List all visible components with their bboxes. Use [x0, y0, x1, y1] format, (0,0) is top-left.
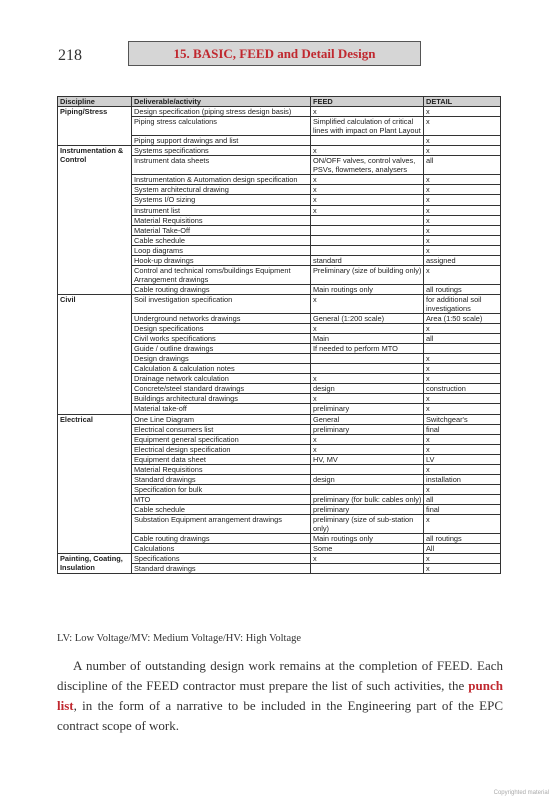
deliverable-cell: Civil works specifications — [132, 334, 311, 344]
detail-cell: x — [424, 364, 501, 374]
discipline-cell: Instrumentation & Control — [58, 146, 132, 295]
detail-cell: x — [424, 265, 501, 284]
feed-cell: x — [311, 175, 424, 185]
detail-cell: x — [424, 394, 501, 404]
feed-cell: ON/OFF valves, control valves, PSVs, flowmeters, analysers — [311, 156, 424, 175]
detail-cell: x — [424, 444, 501, 454]
feed-cell: x — [311, 444, 424, 454]
detail-cell: x — [424, 404, 501, 414]
detail-cell: All — [424, 544, 501, 554]
detail-cell: x — [424, 324, 501, 334]
body-paragraph — [57, 656, 503, 736]
deliverable-cell: Instrumentation & Automation design specification — [132, 175, 311, 185]
detail-cell: x — [424, 185, 501, 195]
voltage-legend: LV: Low Voltage/MV: Medium Voltage/HV: High Voltage — [57, 633, 302, 644]
detail-cell: x — [424, 107, 501, 117]
deliverable-cell: Design specification (piping stress design basis) — [132, 107, 311, 117]
feed-cell: x — [311, 324, 424, 334]
feed-cell: x — [311, 294, 424, 313]
deliverable-cell: Electrical design specification — [132, 444, 311, 454]
design-deliverables-table — [57, 96, 501, 574]
deliverable-cell: Equipment data sheet — [132, 454, 311, 464]
detail-cell: x — [424, 117, 501, 136]
feed-cell: x — [311, 185, 424, 195]
deliverable-cell: Guide / outline drawings — [132, 344, 311, 354]
deliverable-cell: Standard drawings — [132, 564, 311, 574]
detail-cell: for additional soil investigations — [424, 294, 501, 313]
feed-cell: preliminary (for bulk: cables only) — [311, 494, 424, 504]
feed-cell: preliminary — [311, 424, 424, 434]
detail-cell: all routings — [424, 534, 501, 544]
table-row — [58, 146, 501, 156]
feed-cell: Preliminary (size of building only) — [311, 265, 424, 284]
feed-cell: x — [311, 374, 424, 384]
feed-cell: x — [311, 434, 424, 444]
detail-cell: all — [424, 494, 501, 504]
detail-cell: x — [424, 225, 501, 235]
table-header-row — [58, 97, 501, 107]
feed-cell — [311, 484, 424, 494]
feed-cell — [311, 564, 424, 574]
detail-cell: assigned — [424, 255, 501, 265]
deliverable-cell: Equipment general specification — [132, 434, 311, 444]
feed-cell: preliminary (size of sub-station only) — [311, 514, 424, 533]
detail-cell: construction — [424, 384, 501, 394]
feed-cell — [311, 464, 424, 474]
header-discipline: Discipline — [58, 97, 132, 107]
feed-cell: x — [311, 205, 424, 215]
table-body — [58, 107, 501, 574]
deliverable-cell: Control and technical roms/buildings Equipment Arrangement drawings — [132, 265, 311, 284]
feed-cell — [311, 136, 424, 146]
detail-cell: x — [424, 564, 501, 574]
feed-cell — [311, 215, 424, 225]
paragraph-text-before: A number of outstanding design work remains at the completion of FEED. Each discipline of the FEED contractor must prepare the list of such activities, the — [57, 658, 503, 693]
deliverable-cell: Electrical consumers list — [132, 424, 311, 434]
detail-cell: x — [424, 235, 501, 245]
detail-cell: x — [424, 215, 501, 225]
deliverable-cell: Hook-up drawings — [132, 255, 311, 265]
feed-cell — [311, 364, 424, 374]
discipline-cell: Civil — [58, 294, 132, 414]
deliverable-cell: Cable routing drawings — [132, 284, 311, 294]
copyright-notice: Copyrighted material — [493, 790, 549, 796]
feed-cell: standard — [311, 255, 424, 265]
deliverable-cell: Instrument data sheets — [132, 156, 311, 175]
detail-cell: x — [424, 374, 501, 384]
feed-cell: Some — [311, 544, 424, 554]
deliverable-cell: Cable schedule — [132, 235, 311, 245]
deliverable-cell: Standard drawings — [132, 474, 311, 484]
detail-cell: x — [424, 514, 501, 533]
feed-cell: General (1:200 scale) — [311, 314, 424, 324]
feed-cell: design — [311, 384, 424, 394]
header-deliverable: Deliverable/activity — [132, 97, 311, 107]
feed-cell: x — [311, 107, 424, 117]
deliverable-cell: Design specifications — [132, 324, 311, 334]
detail-cell: installation — [424, 474, 501, 484]
deliverable-cell: Systems specifications — [132, 146, 311, 156]
detail-cell: x — [424, 245, 501, 255]
detail-cell: final — [424, 504, 501, 514]
deliverable-cell: Specifications — [132, 554, 311, 564]
detail-cell: x — [424, 554, 501, 564]
table-row — [58, 554, 501, 564]
deliverable-cell: Loop diagrams — [132, 245, 311, 255]
feed-cell: Main routings only — [311, 284, 424, 294]
deliverable-cell: Piping support drawings and list — [132, 136, 311, 146]
deliverable-cell: Systems I/O sizing — [132, 195, 311, 205]
feed-cell — [311, 235, 424, 245]
detail-cell — [424, 344, 501, 354]
detail-cell: final — [424, 424, 501, 434]
discipline-cell: Electrical — [58, 414, 132, 554]
punch-list-highlight: punch list — [57, 678, 503, 713]
detail-cell: LV — [424, 454, 501, 464]
deliverable-cell: Calculations — [132, 544, 311, 554]
feed-cell: HV, MV — [311, 454, 424, 464]
table-row — [58, 107, 501, 117]
feed-cell: x — [311, 195, 424, 205]
deliverable-cell: Piping stress calculations — [132, 117, 311, 136]
deliverable-cell: Soil investigation specification — [132, 294, 311, 313]
deliverable-cell: MTO — [132, 494, 311, 504]
deliverable-cell: Material take-off — [132, 404, 311, 414]
detail-cell: x — [424, 464, 501, 474]
detail-cell: x — [424, 195, 501, 205]
detail-cell: x — [424, 354, 501, 364]
detail-cell: x — [424, 136, 501, 146]
feed-cell: design — [311, 474, 424, 484]
deliverable-cell: Buildings architectural drawings — [132, 394, 311, 404]
feed-cell: Main — [311, 334, 424, 344]
table-row — [58, 414, 501, 424]
table-row — [58, 294, 501, 313]
detail-cell: all — [424, 334, 501, 344]
chapter-title: 15. BASIC, FEED and Detail Design — [128, 41, 421, 66]
discipline-cell: Piping/Stress — [58, 107, 132, 146]
detail-cell: x — [424, 205, 501, 215]
detail-cell: x — [424, 146, 501, 156]
deliverable-cell: One Line Diagram — [132, 414, 311, 424]
detail-cell: all routings — [424, 284, 501, 294]
deliverable-cell: Calculation & calculation notes — [132, 364, 311, 374]
deliverable-cell: Material Take-Off — [132, 225, 311, 235]
deliverable-cell: Underground networks drawings — [132, 314, 311, 324]
deliverable-cell: Cable schedule — [132, 504, 311, 514]
deliverable-cell: Instrument list — [132, 205, 311, 215]
feed-cell — [311, 354, 424, 364]
feed-cell: x — [311, 394, 424, 404]
feed-cell: x — [311, 146, 424, 156]
deliverable-cell: Specification for bulk — [132, 484, 311, 494]
feed-cell: General — [311, 414, 424, 424]
deliverable-cell: Cable routing drawings — [132, 534, 311, 544]
paragraph-text-after: , in the form of a narrative to be included in the Engineering part of the EPC contract scope of work. — [57, 698, 503, 733]
feed-cell: preliminary — [311, 404, 424, 414]
deliverable-cell: Material Requisitions — [132, 464, 311, 474]
feed-cell: If needed to perform MTO — [311, 344, 424, 354]
deliverable-cell: Substation Equipment arrangement drawings — [132, 514, 311, 533]
feed-cell: x — [311, 554, 424, 564]
detail-cell: x — [424, 434, 501, 444]
discipline-cell: Painting, Coating, Insulation — [58, 554, 132, 574]
feed-cell: preliminary — [311, 504, 424, 514]
header-feed: FEED — [311, 97, 424, 107]
deliverable-cell: System architectural drawing — [132, 185, 311, 195]
detail-cell: x — [424, 484, 501, 494]
feed-cell: Main routings only — [311, 534, 424, 544]
deliverable-cell: Design drawings — [132, 354, 311, 364]
detail-cell: Switchgear's — [424, 414, 501, 424]
deliverable-cell: Material Requisitions — [132, 215, 311, 225]
deliverable-cell: Concrete/steel standard drawings — [132, 384, 311, 394]
detail-cell: Area (1:50 scale) — [424, 314, 501, 324]
header-detail: DETAIL — [424, 97, 501, 107]
feed-cell — [311, 225, 424, 235]
page-number: 218 — [58, 47, 82, 64]
deliverable-cell: Drainage network calculation — [132, 374, 311, 384]
feed-cell — [311, 245, 424, 255]
feed-cell: Simplified calculation of critical lines with impact on Plant Layout — [311, 117, 424, 136]
detail-cell: all — [424, 156, 501, 175]
detail-cell: x — [424, 175, 501, 185]
